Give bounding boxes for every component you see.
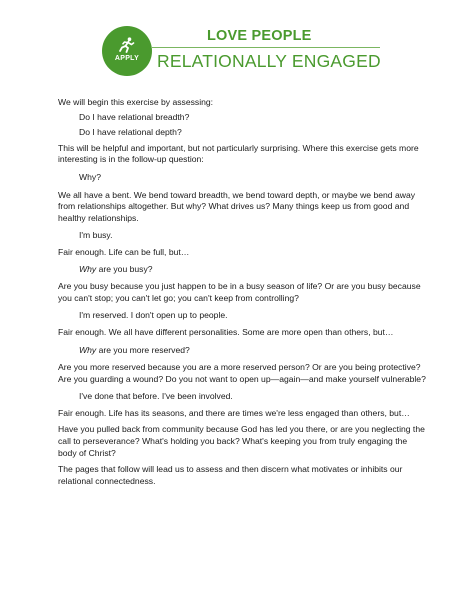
why-busy-text: are you busy? (96, 263, 153, 274)
question-breadth: Do I have relational breadth? (79, 111, 190, 122)
why-reserved-emphasis: Why (79, 344, 97, 355)
closing-paragraph: The pages that follow will lead us to assess and then discern what motivates or inhibits our relational connectedness. (58, 464, 403, 486)
fair-enough-busy: Fair enough. Life can be full, but… (58, 246, 190, 257)
body-text (58, 97, 428, 487)
reserved-statement: I'm reserved. I don't open up to people. (79, 310, 228, 321)
badge-label: APPLY (114, 55, 140, 62)
intro-paragraph: We will begin this exercise by assessing: (58, 97, 214, 107)
fair-enough-reserved: Fair enough. We all have different personalities. Some are more open than others, but… (58, 326, 394, 337)
why-busy-question (58, 264, 428, 276)
section-kicker: LOVE PEOPLE (207, 28, 312, 44)
followup-paragraph: This will be helpful and important, but not particularly surprising. Where this exercise gets more interesting is in the follow-up question: (58, 142, 419, 165)
question-depth: Do I have relational depth? (79, 127, 182, 138)
involved-statement: I've done that before. I've been involved. (79, 391, 233, 402)
community-paragraph: Have you pulled back from community because God has led you there, or are you neglecting the call to perseverance? What's holding you back? What's keeping you from truly engaging the body of Christ? (58, 424, 425, 458)
why-reserved-question (58, 345, 428, 357)
reserved-paragraph: Are you more reserved because you are a more reserved person? Or are you being protective? Are you guarding a wound? Do you not want to open up—again—and make yourself vulnerable? (58, 362, 426, 384)
busy-paragraph: Are you busy because you just happen to be in a busy season of life? Or are you busy because you can't stop; you can't let go; you can't keep from controlling? (58, 281, 421, 303)
bent-paragraph: We all have a bent. We bend toward breadth, we bend toward depth, or maybe we bend away from relationships altogether. But why? What drives us? Many things keep us from good and healthy relationships. (58, 189, 416, 223)
why-question: Why? (79, 171, 101, 182)
apply-badge (102, 26, 152, 76)
page-header (0, 0, 472, 82)
page-title: RELATIONALLY ENGAGED (157, 51, 381, 71)
why-reserved-text: are you more reserved? (96, 344, 190, 355)
running-person-icon (118, 40, 136, 53)
why-busy-emphasis: Why (79, 263, 97, 274)
fair-enough-seasons: Fair enough. Life has its seasons, and there are times we're less engaged than others, but… (58, 407, 410, 418)
header-divider (152, 47, 380, 48)
busy-statement: I'm busy. (79, 230, 113, 241)
